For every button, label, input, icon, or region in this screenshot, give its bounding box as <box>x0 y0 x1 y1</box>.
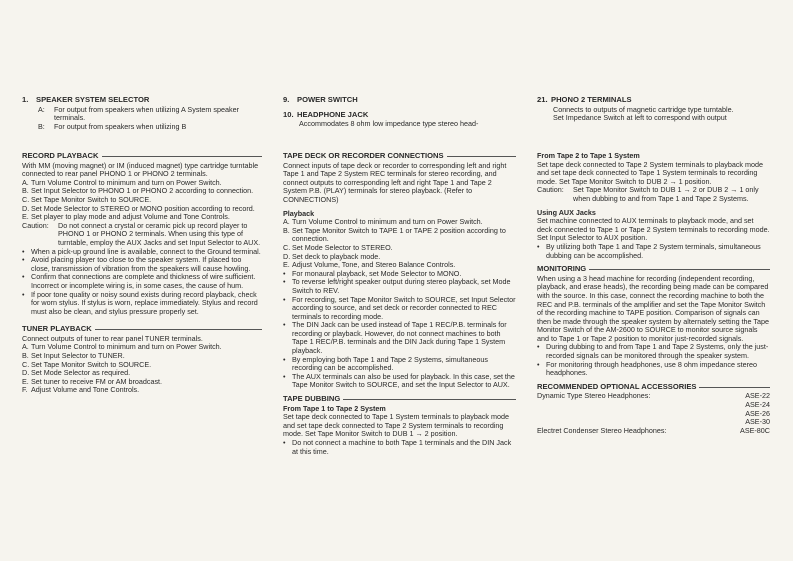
bullet-icon: • <box>537 241 540 251</box>
heading-rule <box>447 156 516 157</box>
section-heading: 10. HEADPHONE JACK <box>283 109 369 119</box>
bullet-item: • Avoid placing player too close to the speaker system. If placed too close, transmission of vibration from the speakers will cause howling. <box>22 255 251 273</box>
bullet-icon: • <box>283 294 286 304</box>
bullet-icon: • <box>283 438 286 447</box>
section-heading: 21. PHONO 2 TERMINALS <box>537 95 632 104</box>
step: A. Turn Volume Control to minimum and turn on Power Switch. <box>22 177 222 187</box>
dubbing-subheading: From Tape 1 to Tape 2 System <box>283 403 386 413</box>
step: C. Set Tape Monitor Switch to SOURCE. <box>22 194 152 204</box>
selector-item-a: A: For output from speakers when utilizing A System speaker terminals. <box>38 104 239 123</box>
paragraph: Set machine connected to AUX terminals to playback mode, and set deck connected to Tape 1 or Tape 2 System terminals to recording mode. Set Input Selector to AUX position. <box>537 216 770 243</box>
bullet-item: • By employing both Tape 1 and Tape 2 Systems, simultaneous recording can be accomplished. <box>283 354 488 373</box>
heading-rule <box>343 399 516 400</box>
column-right <box>537 152 770 435</box>
step: C. Set Mode Selector to STEREO. <box>283 242 393 252</box>
record-steps <box>22 179 262 222</box>
section-body: Set Impedance Switch at left to correspond with output <box>553 113 727 123</box>
bullet-item: • When a pick-up ground line is available, connect to the Ground terminal. <box>22 246 261 256</box>
accessories-heading: RECOMMENDED OPTIONAL ACCESSORIES <box>537 383 770 392</box>
monitoring-heading: MONITORING <box>537 265 770 274</box>
paragraph: Connect inputs of tape deck or recorder to corresponding left and right Tape 1 and Tape 2 System REC terminals for stereo recording, and connect outputs to corresponding left and right Tape 1 and Tape 2 System P.B. (PLAY) terminals for stereo playback. (Refer to CONNECTIONS) <box>283 160 507 204</box>
bullet-icon: • <box>283 354 286 364</box>
step: E. Set tuner to receive FM or AM broadcast. <box>22 376 163 386</box>
heading-rule <box>95 329 262 330</box>
bullet-item: • The AUX terminals can also be used for playback. In this case, set the Tape Monitor Switch to SOURCE, and set the Input Selector to AUX. <box>283 371 515 390</box>
step: B. Set Input Selector to PHONO 1 or PHONO 2 according to connection. <box>22 186 254 196</box>
accessory-row: Dynamic Type Stereo Headphones: ASE-22 ASE-24 ASE-26 ASE-30 <box>537 391 770 427</box>
caution-note: Caution: Set Tape Monitor Switch to DUB 1 → 2 or DUB 2 → 1 only when dubbing to and from Tape 1 and Tape 2 Systems. <box>537 185 759 203</box>
step: B. Set Tape Monitor Switch to TAPE 1 or TAPE 2 position according to connection. <box>283 225 506 244</box>
record-playback-heading: RECORD PLAYBACK <box>22 152 262 161</box>
column-left <box>22 152 262 395</box>
paragraph: Set tape deck connected to Tape 1 System terminals to playback mode and set tape deck connected to Tape 2 System terminals to recording mode. Set Tape Monitor Switch to DUB 1 → 2 position. <box>283 412 510 439</box>
heading-rule <box>589 269 770 270</box>
bullet-item: • During dubbing to and from Tape 1 and Tape 2 Systems, only the just-recorded signals can be monitored through the speaker system. <box>537 342 769 361</box>
bullet-item: • The DIN Jack can be used instead of Tape 1 REC/P.B. terminals for recording or playback. However, do not connect machines to both Tape 1 REC/P.B. terminals and the DIN Jack during Tape 1 System playback. <box>283 320 507 356</box>
paragraph: Set tape deck connected to Tape 2 System terminals to playback mode and set tape deck connected to Tape 1 System terminals to recording mode. Set Tape Monitor Switch to DUB 2 → 1 position. <box>537 159 764 186</box>
phono2-section <box>537 96 770 123</box>
step: C. Set Tape Monitor Switch to SOURCE. <box>22 359 152 369</box>
bullet-item: • To reverse left/right speaker output during stereo playback, set Mode Switch to REV. <box>283 277 511 295</box>
bullet-item: • For monaural playback, set Mode Selector to MONO. <box>283 268 462 278</box>
bullet-icon: • <box>22 272 25 282</box>
playback-subheading: Playback <box>283 208 315 218</box>
step: D. Set Mode Selector to STEREO or MONO position according to record. <box>22 203 255 213</box>
bullet-item: • For recording, set Tape Monitor Switch to SOURCE, set Input Selector according to source, and set deck or recorder connected to REC terminals to recording mode. <box>283 294 516 321</box>
section-body: Connects to outputs of magnetic cartridge type turntable. <box>553 104 734 114</box>
paragraph: With MM (moving magnet) or IM (induced magnet) type cartridge turntable connected to rear panel PHONO 1 or PHONO 2 terminals. <box>22 160 259 179</box>
step: D. Set Mode Selector as required. <box>22 368 131 378</box>
bullet-icon: • <box>283 371 286 381</box>
bullet-icon: • <box>283 268 286 278</box>
section-heading: 9. POWER SWITCH <box>283 95 358 104</box>
step: D. Set deck to playback mode. <box>283 251 381 261</box>
step: E. Adjust Volume, Tone, and Stereo Balance Controls. <box>283 260 456 270</box>
caution-note: Caution: Do not connect a crystal or ceramic pick up record player to PHONO 1 or PHONO 2 terminals. When using this type of turntable, employ the AUX Jacks and set Input Selector to AUX. <box>22 220 261 247</box>
tuner-playback-heading: TUNER PLAYBACK <box>22 325 262 334</box>
bullet-icon: • <box>22 246 25 256</box>
aux-subheading: Using AUX Jacks <box>537 207 596 217</box>
bullet-item: • Do not connect a machine to both Tape 1 terminals and the DIN Jack at this time. <box>283 438 512 456</box>
step: F. Adjust Volume and Tone Controls. <box>22 385 140 395</box>
column-middle <box>283 152 516 456</box>
bullet-item: • By utilizing both Tape 1 and Tape 2 System terminals, simultaneous dubbing can be accomplished. <box>537 241 761 260</box>
section-heading: 1. SPEAKER SYSTEM SELECTOR <box>22 95 150 104</box>
accessory-row: Electret Condenser Stereo Headphones: ASE-80C <box>537 425 770 435</box>
paragraph: Connect outputs of tuner to rear panel TUNER terminals. <box>22 333 203 343</box>
step: A. Turn Volume Control to minimum and turn on Power Switch. <box>283 217 483 227</box>
heading-rule <box>102 156 262 157</box>
bullet-icon: • <box>537 342 540 352</box>
bullet-icon: • <box>537 359 540 369</box>
section-body: Accommodates 8 ohm low impedance type stereo head- <box>299 119 479 129</box>
bullet-icon: • <box>283 320 286 330</box>
bullet-item: • Confirm that connections are complete and thickness of wire sufficient. Incorrect or incomplete wiring is, in some cases, the cause of hum. <box>22 272 256 290</box>
step: B. Set Input Selector to TUNER. <box>22 351 125 361</box>
paragraph: When using a 3 head machine for recording (independent recording, playback, and erase heads), the recording being made can be compared with the source. In this case, connect the recording machine to both the REC and P.B. terminals of the amplifier and set the Tape Monitor Switch of the recording machine to TAPE position. Comparison of signals can then be made through the speaker system by alternately setting the Tape Monitor Switch of the AM-2600 to SOURCE to monitor source signals and to Tape 1 or Tape 2 position to monitor just-recorded signals. <box>537 273 770 343</box>
step: A. Turn Volume Control to minimum and turn on Power Switch. <box>22 342 222 352</box>
dubbing-subheading: From Tape 2 to Tape 1 System <box>537 151 640 160</box>
accessory-codes: ASE-22 ASE-24 ASE-26 ASE-30 <box>745 391 770 427</box>
tape-dubbing-heading: TAPE DUBBING <box>283 395 516 404</box>
bullet-icon: • <box>22 289 25 299</box>
bullet-icon: • <box>22 255 25 265</box>
bullet-item: • For monitoring through headphones, use 8 ohm impedance stereo headphones. <box>537 359 757 378</box>
speaker-system-selector-section <box>22 96 262 131</box>
record-bullets <box>22 248 262 317</box>
selector-item-b: B: For output from speakers when utilizing B <box>38 121 187 131</box>
bullet-item: • If poor tone quality or noisy sound exists during record playback, check for worn stylus. If stylus is worn, replace immediately. Stylus and record must also be clean, and stylus pressure properly set. <box>22 289 258 316</box>
power-headphone-section <box>283 96 516 129</box>
step: E. Set player to play mode and adjust Volume and Tone Controls. <box>22 212 230 222</box>
tape-deck-connections-heading: TAPE DECK OR RECORDER CONNECTIONS <box>283 152 516 161</box>
heading-rule <box>699 387 770 388</box>
bullet-icon: • <box>283 277 286 287</box>
